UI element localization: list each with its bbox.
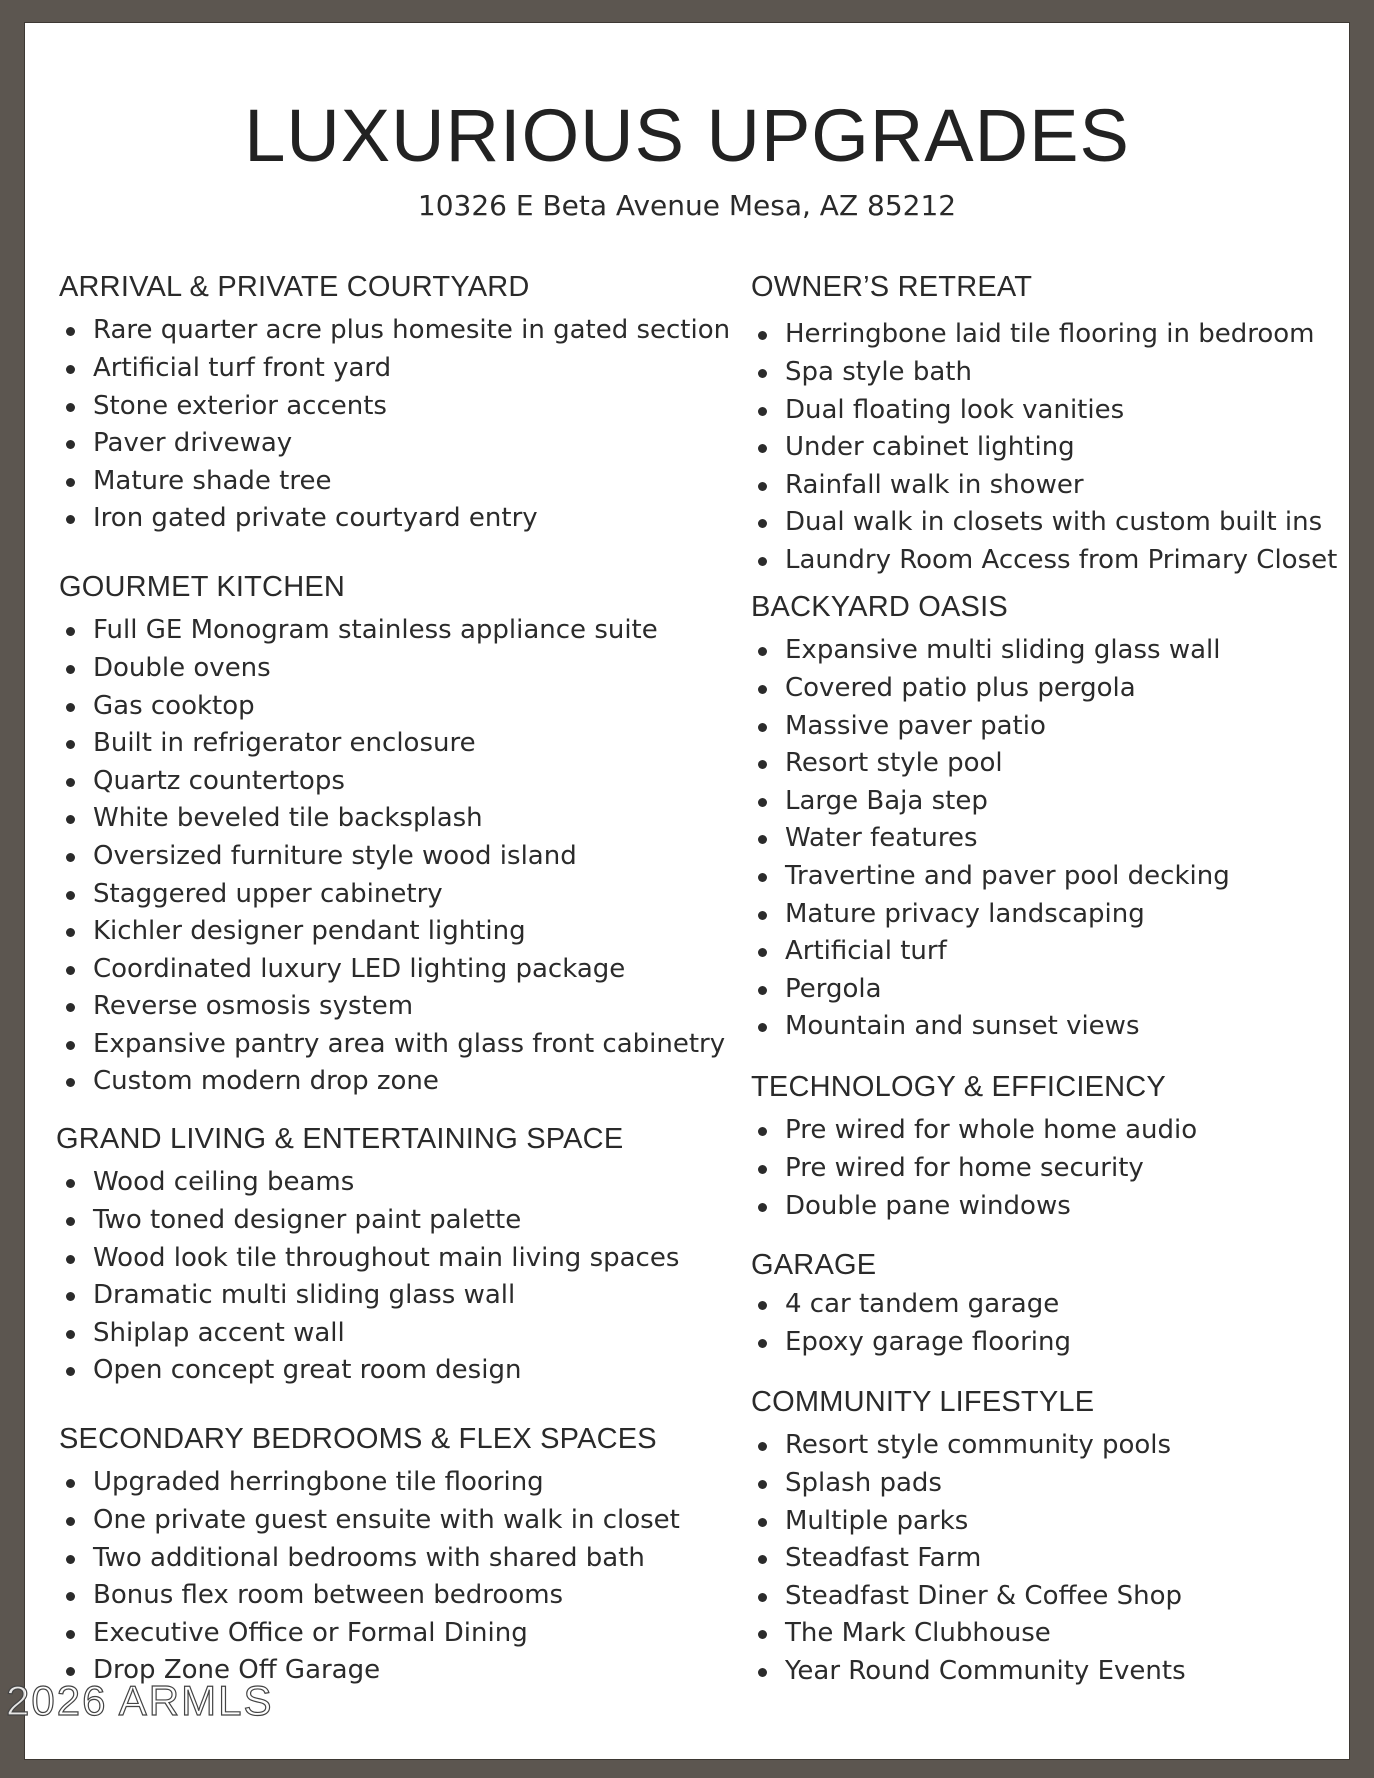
- list-item-text: Dual floating look vanities: [785, 394, 1125, 425]
- bullet-icon: [66, 478, 75, 487]
- bullet-icon: [66, 740, 75, 749]
- list-item-text: Under cabinet lighting: [785, 432, 1075, 463]
- list-item-text: Pre wired for whole home audio: [785, 1115, 1198, 1146]
- list-item-text: Resort style community pools: [785, 1430, 1172, 1461]
- section-owners-retreat: [751, 271, 1337, 580]
- bullet-icon: [758, 1023, 767, 1032]
- bullet-icon: [66, 1217, 75, 1226]
- list-item-text: Quartz countertops: [93, 765, 345, 796]
- list-item: [59, 500, 730, 538]
- bullet-icon: [66, 966, 75, 975]
- list-item: [751, 1188, 1197, 1226]
- bullet-icon: [66, 1592, 75, 1601]
- bullet-icon: [758, 760, 767, 769]
- bullet-icon: [66, 1179, 75, 1188]
- list-item: [59, 913, 725, 951]
- list-item: [751, 820, 1230, 858]
- feature-list: [59, 1164, 679, 1390]
- section-technology-efficiency: [751, 1071, 1197, 1225]
- section-secondary-bedrooms: [59, 1423, 680, 1690]
- feature-list: [751, 1112, 1197, 1225]
- list-item: [59, 763, 725, 801]
- list-item: [751, 1427, 1186, 1465]
- list-item: [59, 1315, 679, 1353]
- bullet-icon: [66, 327, 75, 336]
- list-item: [751, 1112, 1197, 1150]
- list-item: [59, 725, 725, 763]
- section-heading: GARAGE: [751, 1249, 877, 1281]
- section-grand-living: [56, 1123, 679, 1390]
- list-item-text: Two toned designer paint palette: [93, 1204, 522, 1235]
- bullet-icon: [66, 815, 75, 824]
- list-item-text: Mature privacy landscaping: [785, 898, 1145, 929]
- list-item-text: 4 car tandem garage: [785, 1289, 1060, 1320]
- list-item-text: Mature shade tree: [93, 465, 332, 496]
- list-item-text: Artificial turf front yard: [93, 352, 392, 383]
- list-item: [751, 1324, 1071, 1362]
- feature-list: [751, 1286, 1071, 1361]
- section-heading: GOURMET KITCHEN: [59, 571, 346, 603]
- bullet-icon: [66, 853, 75, 862]
- list-item-text: Steadfast Diner & Coffee Shop: [785, 1580, 1183, 1611]
- list-item-text: Steadfast Farm: [785, 1543, 982, 1574]
- list-item-text: One private guest ensuite with walk in closet: [93, 1504, 680, 1535]
- bullet-icon: [758, 1480, 767, 1489]
- list-item-text: Staggered upper cabinetry: [93, 878, 443, 909]
- list-item: [751, 896, 1230, 934]
- bullet-icon: [758, 647, 767, 656]
- list-item: [59, 463, 730, 501]
- feature-list: [751, 632, 1230, 1046]
- list-item: [751, 542, 1337, 580]
- bullet-icon: [66, 1255, 75, 1264]
- list-item-text: Laundry Room Access from Primary Closet: [785, 544, 1338, 575]
- list-item-text: Epoxy garage flooring: [785, 1326, 1071, 1357]
- feature-list: [751, 1427, 1186, 1690]
- bullet-icon: [758, 1339, 767, 1348]
- list-item: [59, 650, 725, 688]
- list-item: [59, 388, 730, 426]
- bullet-icon: [758, 407, 767, 416]
- list-item: [751, 1008, 1230, 1046]
- list-item-text: Rainfall walk in shower: [785, 469, 1084, 500]
- section-heading: COMMUNITY LIFESTYLE: [751, 1386, 1095, 1418]
- section-heading: SECONDARY BEDROOMS & FLEX SPACES: [59, 1423, 657, 1455]
- bullet-icon: [66, 403, 75, 412]
- list-item-text: Kichler designer pendant lighting: [93, 916, 526, 947]
- bullet-icon: [66, 365, 75, 374]
- list-item-text: Resort style pool: [785, 748, 1003, 779]
- list-item-text: Oversized furniture style wood island: [93, 840, 577, 871]
- list-item: [751, 429, 1337, 467]
- list-item: [751, 354, 1337, 392]
- bullet-icon: [758, 1442, 767, 1451]
- list-item: [751, 316, 1337, 354]
- list-item-text: Large Baja step: [785, 785, 988, 816]
- list-item-text: Herringbone laid tile flooring in bedroom: [785, 319, 1315, 350]
- bullet-icon: [66, 1555, 75, 1564]
- list-item: [59, 1026, 725, 1064]
- list-item-text: Splash pads: [785, 1467, 942, 1498]
- bullet-icon: [66, 703, 75, 712]
- list-item-text: Pre wired for home security: [785, 1152, 1144, 1183]
- section-gourmet-kitchen: [59, 571, 725, 1101]
- list-item-text: Massive paver patio: [785, 710, 1046, 741]
- bullet-icon: [66, 440, 75, 449]
- bullet-icon: [758, 986, 767, 995]
- bullet-icon: [758, 1127, 767, 1136]
- feature-list: [59, 312, 730, 538]
- section-community-lifestyle: [751, 1386, 1186, 1691]
- list-item-text: Dual walk in closets with custom built ins: [785, 507, 1323, 538]
- bullet-icon: [758, 835, 767, 844]
- list-item: [751, 1540, 1186, 1578]
- list-item-text: Year Round Community Events: [785, 1655, 1186, 1686]
- bullet-icon: [66, 928, 75, 937]
- list-item: [751, 392, 1337, 430]
- bullet-icon: [66, 1517, 75, 1526]
- bullet-icon: [66, 1630, 75, 1639]
- list-item-text: Reverse osmosis system: [93, 991, 414, 1022]
- bullet-icon: [758, 723, 767, 732]
- list-item: [751, 1578, 1186, 1616]
- bullet-icon: [66, 1292, 75, 1301]
- list-item-text: Drop Zone Off Garage: [93, 1655, 381, 1686]
- bullet-icon: [758, 1593, 767, 1602]
- section-garage: [751, 1249, 1071, 1362]
- list-item: [59, 1164, 679, 1202]
- list-item-text: Spa style bath: [785, 356, 972, 387]
- list-item: [59, 1540, 680, 1578]
- bullet-icon: [66, 1479, 75, 1488]
- bullet-icon: [758, 331, 767, 340]
- list-item: [59, 1502, 680, 1540]
- bullet-icon: [66, 1330, 75, 1339]
- bullet-icon: [758, 911, 767, 920]
- list-item-text: Paver driveway: [93, 428, 293, 459]
- page-title: LUXURIOUS UPGRADES: [244, 94, 1130, 177]
- bullet-icon: [758, 1165, 767, 1174]
- bullet-icon: [66, 1367, 75, 1376]
- feature-list: [59, 612, 725, 1101]
- bullet-icon: [66, 1003, 75, 1012]
- list-item: [59, 1352, 679, 1390]
- list-item-text: Full GE Monogram stainless appliance suite: [93, 615, 658, 646]
- list-item: [751, 971, 1230, 1009]
- bullet-icon: [66, 778, 75, 787]
- feature-list: [751, 316, 1337, 579]
- bullet-icon: [758, 1203, 767, 1212]
- list-item: [751, 1286, 1071, 1324]
- list-item-text: Built in refrigerator enclosure: [93, 728, 476, 759]
- bullet-icon: [66, 627, 75, 636]
- list-item: [751, 1653, 1186, 1691]
- list-item-text: Pergola: [785, 973, 882, 1004]
- list-item-text: The Mark Clubhouse: [785, 1618, 1051, 1649]
- list-item: [59, 800, 725, 838]
- list-item: [751, 708, 1230, 746]
- list-item-text: Coordinated luxury LED lighting package: [93, 953, 626, 984]
- list-item-text: Stone exterior accents: [93, 390, 387, 421]
- list-item-text: Open concept great room design: [93, 1355, 522, 1386]
- section-heading: ARRIVAL & PRIVATE COURTYARD: [59, 271, 530, 303]
- list-item-text: Wood look tile throughout main living spaces: [93, 1242, 680, 1273]
- bullet-icon: [758, 1668, 767, 1677]
- list-item: [59, 988, 725, 1026]
- list-item-text: Artificial turf: [785, 936, 947, 967]
- bullet-icon: [758, 798, 767, 807]
- bullet-icon: [66, 1667, 75, 1676]
- list-item: [751, 1465, 1186, 1503]
- list-item: [59, 1240, 679, 1278]
- list-item: [751, 1503, 1186, 1541]
- list-item-text: Covered patio plus pergola: [785, 672, 1136, 703]
- armls-watermark: 2026 ARMLS: [6, 1677, 274, 1724]
- list-item: [59, 688, 725, 726]
- list-item-text: Double ovens: [93, 652, 271, 683]
- list-item: [59, 838, 725, 876]
- bullet-icon: [66, 515, 75, 524]
- bullet-icon: [758, 873, 767, 882]
- section-heading: BACKYARD OASIS: [751, 591, 1008, 623]
- list-item: [59, 1464, 680, 1502]
- bullet-icon: [758, 1301, 767, 1310]
- section-heading: TECHNOLOGY & EFFICIENCY: [751, 1071, 1166, 1103]
- list-item: [751, 783, 1230, 821]
- section-backyard-oasis: [751, 591, 1230, 1046]
- list-item: [751, 467, 1337, 505]
- list-item-text: Executive Office or Formal Dining: [93, 1617, 528, 1648]
- list-item-text: Travertine and paver pool decking: [785, 860, 1230, 891]
- list-item: [59, 876, 725, 914]
- list-item: [59, 1577, 680, 1615]
- bullet-icon: [758, 369, 767, 378]
- list-item: [59, 1277, 679, 1315]
- list-item-text: White beveled tile backsplash: [93, 803, 483, 834]
- list-item: [751, 1615, 1186, 1653]
- bullet-icon: [66, 1041, 75, 1050]
- list-item: [59, 425, 730, 463]
- bullet-icon: [758, 1518, 767, 1527]
- bullet-icon: [758, 557, 767, 566]
- list-item-text: Shiplap accent wall: [93, 1317, 345, 1348]
- list-item-text: Two additional bedrooms with shared bath: [93, 1542, 645, 1573]
- bullet-icon: [758, 685, 767, 694]
- list-item: [751, 504, 1337, 542]
- section-heading: GRAND LIVING & ENTERTAINING SPACE: [56, 1123, 624, 1155]
- list-item: [751, 1150, 1197, 1188]
- section-heading: OWNER’S RETREAT: [751, 271, 1033, 303]
- list-item: [59, 1202, 679, 1240]
- list-item: [59, 350, 730, 388]
- bullet-icon: [758, 519, 767, 528]
- feature-list: [59, 1464, 680, 1690]
- bullet-icon: [66, 665, 75, 674]
- list-item: [751, 632, 1230, 670]
- list-item: [751, 745, 1230, 783]
- list-item-text: Water features: [785, 823, 978, 854]
- list-item: [59, 1063, 725, 1101]
- list-item-text: Custom modern drop zone: [93, 1066, 439, 1097]
- list-item-text: Expansive pantry area with glass front cabinetry: [93, 1028, 726, 1059]
- list-item-text: Wood ceiling beams: [93, 1167, 355, 1198]
- bullet-icon: [758, 948, 767, 957]
- list-item: [59, 1615, 680, 1653]
- list-item-text: Dramatic multi sliding glass wall: [93, 1280, 516, 1311]
- bullet-icon: [758, 444, 767, 453]
- list-item-text: Bonus flex room between bedrooms: [93, 1580, 564, 1611]
- list-item-text: Upgraded herringbone tile flooring: [93, 1467, 544, 1498]
- list-item: [59, 312, 730, 350]
- bullet-icon: [758, 482, 767, 491]
- list-item-text: Expansive multi sliding glass wall: [785, 635, 1221, 666]
- list-item-text: Gas cooktop: [93, 690, 255, 721]
- list-item-text: Double pane windows: [785, 1190, 1071, 1221]
- list-item-text: Rare quarter acre plus homesite in gated section: [93, 315, 731, 346]
- list-item-text: Mountain and sunset views: [785, 1011, 1140, 1042]
- section-arrival-courtyard: [59, 271, 730, 538]
- bullet-icon: [66, 1078, 75, 1087]
- bullet-icon: [758, 1630, 767, 1639]
- bullet-icon: [66, 891, 75, 900]
- list-item: [751, 858, 1230, 896]
- list-item: [751, 933, 1230, 971]
- list-item: [59, 612, 725, 650]
- property-address: 10326 E Beta Avenue Mesa, AZ 85212: [417, 189, 957, 222]
- list-item: [59, 951, 725, 989]
- list-item: [751, 670, 1230, 708]
- list-item-text: Iron gated private courtyard entry: [93, 503, 538, 534]
- bullet-icon: [758, 1555, 767, 1564]
- flyer-page: [24, 22, 1350, 1760]
- list-item-text: Multiple parks: [785, 1505, 969, 1536]
